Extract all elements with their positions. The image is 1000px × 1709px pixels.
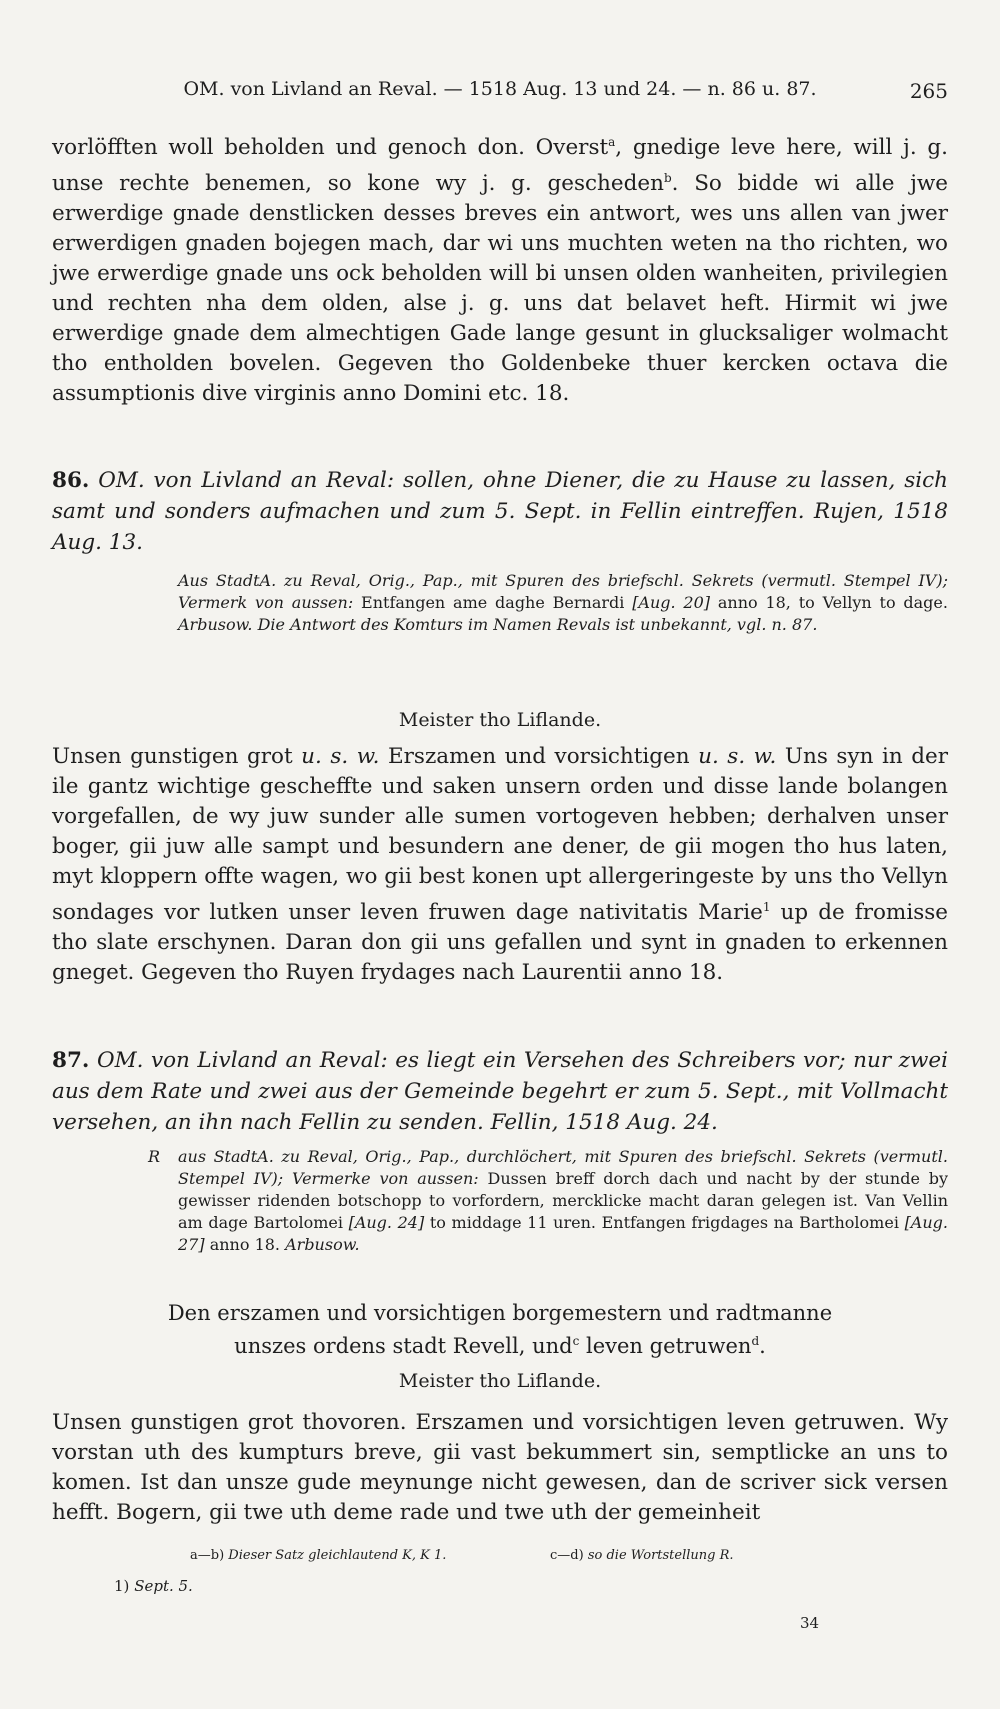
footnote-marker-1: 1 xyxy=(762,900,771,914)
doc86-text-part: up de fromisse tho slate erschynen. Daran don gii uns gefallen und synt in gnaden to erkennen gneget. Gegeven tho Ruyen frydages nach Laurentii anno 18. xyxy=(52,900,948,986)
footnote-text: Sept. 5. xyxy=(134,1577,193,1595)
doc86-heading-text: OM. von Livland an Reval: sollen, ohne Diener, die zu Hause zu lassen, sich samt und sonders aufmachen und zum 5. Sept. in Fellin eintreffen. Rujen, 1518 Aug. 13. xyxy=(52,468,948,555)
doc86-text-part: Unsen gunstigen grot xyxy=(52,744,293,769)
doc86-source-part: Arbusow. Die Antwort des Komturs im Namen Revals ist unbekannt, vgl. n. 87. xyxy=(178,615,818,634)
footnote-label: 1) xyxy=(114,1577,130,1595)
page-number: 265 xyxy=(909,79,948,103)
footnote-text: so die Wortstellung R. xyxy=(587,1548,734,1563)
doc87-source-part: Arbusow. xyxy=(285,1235,360,1254)
doc86-text-part: Erszamen und vorsichtigen xyxy=(387,744,690,769)
doc86-sender: Meister tho Liflande. xyxy=(398,709,602,731)
doc87-source-part: [Aug. 27] xyxy=(178,1213,948,1254)
doc86-source-part: [Aug. 20] xyxy=(632,593,711,612)
continuation-text-part: , gnedige leve here, will j. g. unse rechte benemen, so kone wy j. g. gescheden xyxy=(52,135,948,197)
doc86-source-note xyxy=(178,570,948,636)
signature-mark: 34 xyxy=(800,1614,820,1632)
footnote-marker-a: a xyxy=(608,135,616,149)
footnote-marker-b: b xyxy=(663,171,672,186)
doc87-address-part: unszes ordens stadt Revell, und xyxy=(234,1334,573,1358)
continuation-text-part: vorlöfften woll beholden und genoch don. Overst xyxy=(52,135,609,161)
doc86-text-part: u. s. w. xyxy=(301,744,380,769)
doc87-sender: Meister tho Liflande. xyxy=(398,1370,602,1392)
doc87-address-line-1: Den erszamen und vorsichtigen borgemestern und radtmanne xyxy=(167,1301,833,1325)
doc87-source-part: Dussen breff dorch dach und nacht by der stunde by gewisser ridenden botschopp to vorfordern, mercklicke macht daran gelegen ist. Van Vellin am dage Bartolomei xyxy=(178,1169,949,1232)
doc87-address-part: . xyxy=(759,1334,766,1358)
doc87-source-part: anno 18. xyxy=(209,1235,281,1254)
doc86-text-part: u. s. w. xyxy=(698,744,777,769)
footnote-ab xyxy=(190,1548,446,1563)
doc86-heading xyxy=(52,465,948,558)
doc87-source-lead: R xyxy=(148,1147,161,1166)
continuation-text xyxy=(52,127,948,409)
footnote-1 xyxy=(114,1577,193,1595)
footnote-label: c—d) xyxy=(550,1548,584,1563)
doc87-address-line-2 xyxy=(0,1328,1000,1360)
doc86-source-part: anno 18, to Vellyn to dage. xyxy=(717,593,948,612)
doc87-address-part: leven getruwen xyxy=(579,1334,752,1358)
footnote-label: a—b) xyxy=(190,1548,225,1563)
footnote-marker-d: d xyxy=(751,1334,760,1348)
doc87-heading xyxy=(52,1045,948,1138)
footnote-text: Dieser Satz gleichlautend K, K 1. xyxy=(228,1548,447,1563)
footnote-cd xyxy=(550,1548,734,1563)
doc87-source-note xyxy=(148,1146,949,1256)
doc86-source-part: Aus StadtA. zu Reval, Orig., Pap., mit Spuren des briefschl. Sekrets (vermutl. Stempel IV); Vermerk von aussen: xyxy=(178,571,948,612)
running-title: OM. von Livland an Reval. — 1518 Aug. 13 und 24. — n. 86 u. 87. xyxy=(183,78,817,100)
doc86-text-part: Uns syn in der ile gantz wichtige gescheffte und saken unsern orden und disse lande bolangen vorgefallen, de wy juw sunder alle sumen vortogeven hebben; derhalven unser boger, gii juw alle sampt und besundern ane dener, de gii mogen tho hus laten, myt kloppern offte wagen, wo gii best konen upt allergeringeste by uns tho Vellyn sondages vor lutken unser leven fruwen dage nativitatis Marie xyxy=(52,744,948,926)
doc86-source-part: Entfangen ame daghe Bernardi xyxy=(361,593,625,612)
doc86-letter-text xyxy=(52,742,948,988)
doc87-letter-text: Unsen gunstigen grot thovoren. Erszamen und vorsichtigen leven getruwen. Wy vorstan uth des kumpturs breve, gii vast bekummert sin, semptlicke an uns to komen. Ist dan unsze gude meynunge nicht gewesen, dan de scriver sick versen hefft. Bogern, gii twe uth deme rade und twe uth der gemeinheit xyxy=(52,1410,948,1525)
doc87-heading-text: OM. von Livland an Reval: es liegt ein Versehen des Schreibers vor; nur zwei aus dem Rate und zwei aus der Gemeinde begehrt er zum 5. Sept., mit Vollmacht versehen, an ihn nach Fellin zu senden. Fellin, 1518 Aug. 24. xyxy=(52,1048,948,1135)
doc87-number: 87. xyxy=(52,1048,90,1073)
continuation-text-part: . So bidde wi alle jwe erwerdige gnade denstlicken desses breves ein antwort, wes uns allen van jwer erwerdigen gnaden bojegen mach, dar wi uns muchten weten na tho richten, wo jwe erwerdige gnade uns ock beholden will bi unsen olden wanheiten, privilegien und rechten nha dem olden, alse j. g. uns dat belavet heft. Hirmit wi jwe erwerdige gnade dem almechtigen Gade lange gesunt in glucksaliger wolmacht tho entholden bovelen. Gegeven tho Goldenbeke thuer kercken octava die assumptionis dive virginis anno Domini etc. 18. xyxy=(52,171,949,407)
doc87-source-part: [Aug. 24] xyxy=(348,1213,425,1232)
doc86-number: 86. xyxy=(52,468,90,493)
doc87-source-part: aus StadtA. zu Reval, Orig., Pap., durchlöchert, mit Spuren des briefschl. Sekrets (vermutl. Stempel IV); Vermerke von aussen: xyxy=(178,1147,948,1188)
doc87-source-part: to middage 11 uren. Entfangen frigdages na Bartholomei xyxy=(429,1213,899,1232)
footnote-marker-c: c xyxy=(572,1334,580,1348)
footnotes-ab-cd xyxy=(190,1548,750,1563)
